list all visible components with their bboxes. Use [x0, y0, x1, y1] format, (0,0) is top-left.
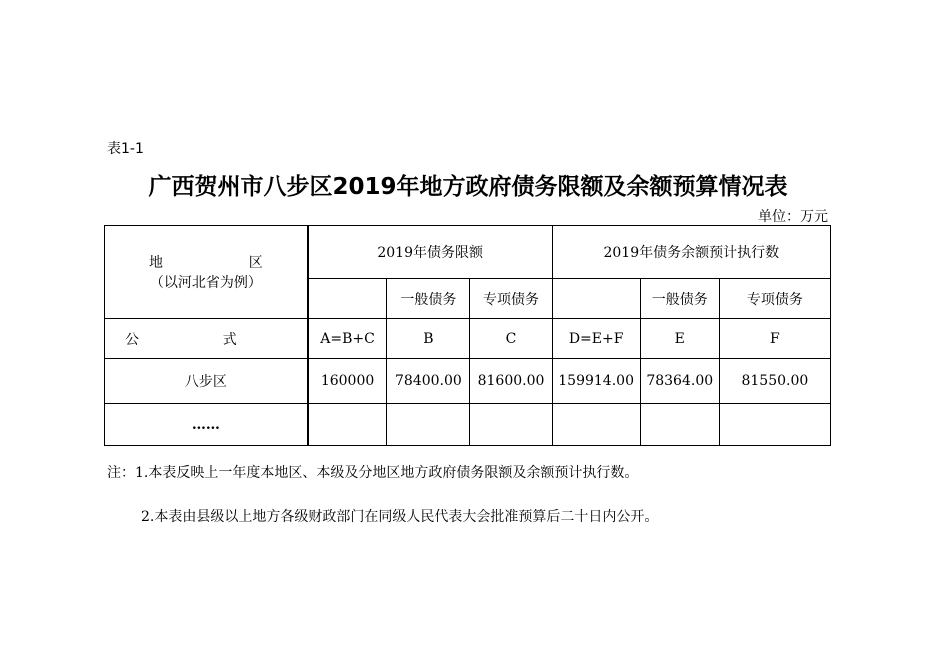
balance-general-header: 一般债务	[640, 279, 719, 319]
region-header-char-a: 地	[149, 255, 163, 271]
formula-cell: D=E+F	[552, 319, 640, 359]
empty-cell	[719, 404, 830, 446]
formula-cell: F	[719, 319, 830, 359]
limit-general-header: 一般债务	[387, 279, 470, 319]
table-id: 表1-1	[107, 141, 144, 157]
empty-cell	[470, 404, 552, 446]
table-row	[105, 359, 831, 404]
note-2: 2.本表由县级以上地方各级财政部门在同级人民代表大会批准预算后二十日内公开。	[141, 509, 659, 525]
formula-label-cell	[105, 319, 308, 359]
region-header-cell	[105, 226, 308, 319]
value-cell: 81550.00	[719, 359, 830, 404]
formula-label-char-a: 公	[125, 331, 139, 348]
empty-cell	[640, 404, 719, 446]
value-cell: 160000	[308, 359, 387, 404]
ellipsis-cell: ……	[105, 404, 308, 446]
formula-label-char-b: 式	[222, 331, 237, 348]
formula-cell: C	[470, 319, 552, 359]
region-header-char-b: 区	[248, 255, 263, 271]
page-title: 广西贺州市八步区2019年地方政府债务限额及余额预算情况表	[148, 174, 788, 200]
empty-cell	[552, 404, 640, 446]
formula-row	[105, 319, 831, 359]
value-cell: 159914.00	[552, 359, 640, 404]
header-row-1	[105, 226, 831, 279]
debt-balance-group-header: 2019年债务余额预计执行数	[552, 226, 830, 279]
formula-cell: A=B+C	[308, 319, 387, 359]
note-1: 注：1.本表反映上一年度本地区、本级及分地区地方政府债务限额及余额预计执行数。	[107, 465, 639, 481]
empty-cell	[308, 404, 387, 446]
value-cell: 78400.00	[387, 359, 470, 404]
value-cell: 78364.00	[640, 359, 719, 404]
debt-limit-group-header: 2019年债务限额	[308, 226, 552, 279]
value-cell: 81600.00	[470, 359, 552, 404]
debt-table	[104, 225, 831, 446]
formula-cell: E	[640, 319, 719, 359]
balance-total-header	[552, 279, 640, 319]
region-name-cell: 八步区	[105, 359, 308, 404]
limit-total-header	[308, 279, 387, 319]
balance-special-header: 专项债务	[719, 279, 830, 319]
table-row	[105, 404, 831, 446]
region-header-subtitle: （以河北省为例）	[149, 275, 262, 291]
empty-cell	[387, 404, 470, 446]
unit-label: 单位：万元	[758, 209, 828, 225]
limit-special-header: 专项债务	[470, 279, 552, 319]
formula-cell: B	[387, 319, 470, 359]
